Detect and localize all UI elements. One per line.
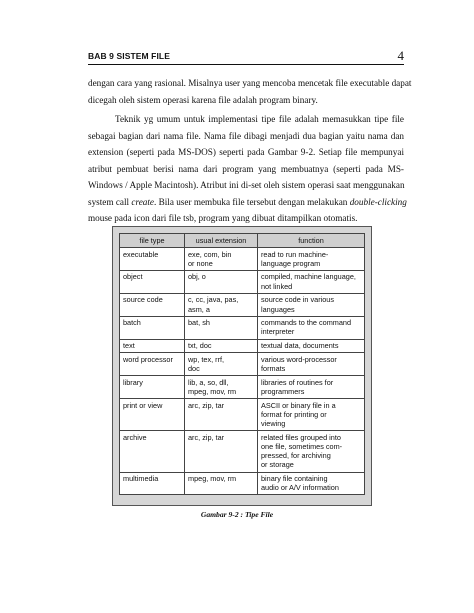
cell-file-type xyxy=(120,339,185,353)
cell-function xyxy=(258,431,365,472)
cell-line: or storage xyxy=(261,460,294,470)
text-line xyxy=(88,194,407,211)
column-header-function: function xyxy=(258,234,365,248)
cell-line: executable xyxy=(123,249,159,259)
column-header-file-type: file type xyxy=(120,234,185,248)
page-number: 4 xyxy=(397,48,404,63)
cell-usual-extension xyxy=(185,339,258,353)
cell-function xyxy=(258,339,365,353)
table-row xyxy=(120,339,365,353)
cell-usual-extension xyxy=(185,472,258,495)
cell-usual-extension xyxy=(185,399,258,431)
text-line: dengan cara yang rasional. Misalnya user yang mencoba mencetak file executable dapat xyxy=(88,78,412,88)
cell-line: formats xyxy=(261,364,286,374)
cell-line: read to run machine- xyxy=(261,249,329,259)
text-fragment: . Bila user membuka file tersebut dengan melakukan xyxy=(154,196,350,207)
cell-line: print or view xyxy=(123,400,163,410)
text-fragment: system call xyxy=(88,196,132,207)
cell-line: language program xyxy=(261,258,321,268)
cell-line: various word-processor xyxy=(261,354,337,364)
paragraph-2 xyxy=(88,111,407,227)
table-header-row xyxy=(120,234,365,248)
text-line: dicegah oleh sistem operasi karena file adalah program binary. xyxy=(88,94,318,105)
cell-function xyxy=(258,248,365,271)
table-row xyxy=(120,248,365,271)
cell-usual-extension xyxy=(185,270,258,293)
cell-function xyxy=(258,353,365,376)
cell-line: textual data, documents xyxy=(261,341,339,351)
cell-line: text xyxy=(123,341,135,351)
text-line: extension (seperti pada MS-DOS) seperti pada Gambar 9-2. Setiap file mempunyai xyxy=(88,147,404,157)
cell-line: exe, com, bin xyxy=(188,249,232,259)
cell-line: object xyxy=(123,272,143,282)
cell-line: one file, sometimes com- xyxy=(261,441,343,451)
table-row xyxy=(120,316,365,339)
cell-usual-extension xyxy=(185,431,258,472)
text-line: mouse pada icon dari file tsb, program yang dibuat ditampilkan otomatis. xyxy=(88,213,358,223)
cell-line: languages xyxy=(261,304,295,314)
page-header xyxy=(88,50,404,66)
text-line: sebagai bagian dari nama file. Nama file dibagi menjadi dua bagian yaitu nama dan xyxy=(88,130,404,141)
cell-function xyxy=(258,270,365,293)
cell-line: wp, tex, rrf, xyxy=(188,354,225,364)
file-type-table xyxy=(119,233,365,495)
figure-caption: Gambar 9-2 : Tipe File xyxy=(200,510,274,519)
cell-line: word processor xyxy=(123,354,173,364)
cell-function xyxy=(258,293,365,316)
cell-file-type xyxy=(120,431,185,472)
cell-line: format for printing or xyxy=(261,409,327,419)
cell-usual-extension xyxy=(185,293,258,316)
cell-line: archive xyxy=(123,432,147,442)
paragraph-1 xyxy=(88,75,412,108)
cell-file-type xyxy=(120,353,185,376)
cell-function xyxy=(258,376,365,399)
cell-line: lib, a, so, dll, xyxy=(188,377,229,387)
cell-line: audio or A/V information xyxy=(261,483,339,493)
cell-line: batch xyxy=(123,318,141,328)
chapter-title: BAB 9 SISTEM FILE xyxy=(88,51,170,61)
text-line: atribut pembuat berisi nama dari program yang membuatnya (seperti pada MS- xyxy=(88,163,404,174)
cell-line: programmers xyxy=(261,386,305,396)
cell-function xyxy=(258,316,365,339)
cell-line: txt, doc xyxy=(188,341,212,351)
table-row xyxy=(120,399,365,431)
cell-line: pressed, for archiving xyxy=(261,451,331,461)
cell-line: mpeg, mov, rm xyxy=(188,386,237,396)
figure-table-frame xyxy=(112,226,372,506)
cell-usual-extension xyxy=(185,248,258,271)
header-rule xyxy=(88,64,404,65)
table-row xyxy=(120,431,365,472)
cell-usual-extension xyxy=(185,376,258,399)
cell-line: asm, a xyxy=(188,304,210,314)
cell-function xyxy=(258,399,365,431)
cell-line: libraries of routines for xyxy=(261,377,334,387)
cell-line: arc, zip, tar xyxy=(188,432,225,442)
table-row xyxy=(120,353,365,376)
cell-file-type xyxy=(120,399,185,431)
cell-line: ASCII or binary file in a xyxy=(261,400,336,410)
cell-file-type xyxy=(120,316,185,339)
cell-line: commands to the command xyxy=(261,318,352,328)
cell-line: not linked xyxy=(261,281,293,291)
italic-term-double-clicking: double-clicking xyxy=(349,196,407,207)
italic-term-create: create xyxy=(131,196,155,207)
table-row xyxy=(120,270,365,293)
cell-line: compiled, machine language, xyxy=(261,272,356,282)
table-row xyxy=(120,376,365,399)
cell-line: library xyxy=(123,377,143,387)
body-text xyxy=(88,75,412,227)
cell-line: arc, zip, tar xyxy=(188,400,225,410)
cell-line: binary file containing xyxy=(261,474,328,484)
table-row xyxy=(120,293,365,316)
cell-function xyxy=(258,472,365,495)
cell-line: mpeg, mov, rm xyxy=(188,474,237,484)
cell-usual-extension xyxy=(185,353,258,376)
column-header-usual-extension: usual extension xyxy=(185,234,258,248)
table-row xyxy=(120,472,365,495)
cell-line: bat, sh xyxy=(188,318,210,328)
cell-file-type xyxy=(120,248,185,271)
cell-line: multimedia xyxy=(123,474,159,484)
cell-line: or none xyxy=(188,258,213,268)
cell-line: c, cc, java, pas, xyxy=(188,295,239,305)
cell-file-type xyxy=(120,293,185,316)
cell-line: doc xyxy=(188,364,200,374)
cell-line: interpreter xyxy=(261,327,295,337)
cell-line: obj, o xyxy=(188,272,206,282)
text-line: Teknik yg umum untuk implementasi tipe file adalah memasukkan tipe file xyxy=(115,114,404,124)
cell-line: source code xyxy=(123,295,163,305)
cell-line: source code in various xyxy=(261,295,335,305)
cell-file-type xyxy=(120,376,185,399)
cell-line: related files grouped into xyxy=(261,432,341,442)
text-line: Windows / Apple Macintosh). Atribut ini di-set oleh sistem operasi saat menggunakan xyxy=(88,180,405,190)
cell-usual-extension xyxy=(185,316,258,339)
cell-line: viewing xyxy=(261,419,286,429)
cell-file-type xyxy=(120,472,185,495)
cell-file-type xyxy=(120,270,185,293)
